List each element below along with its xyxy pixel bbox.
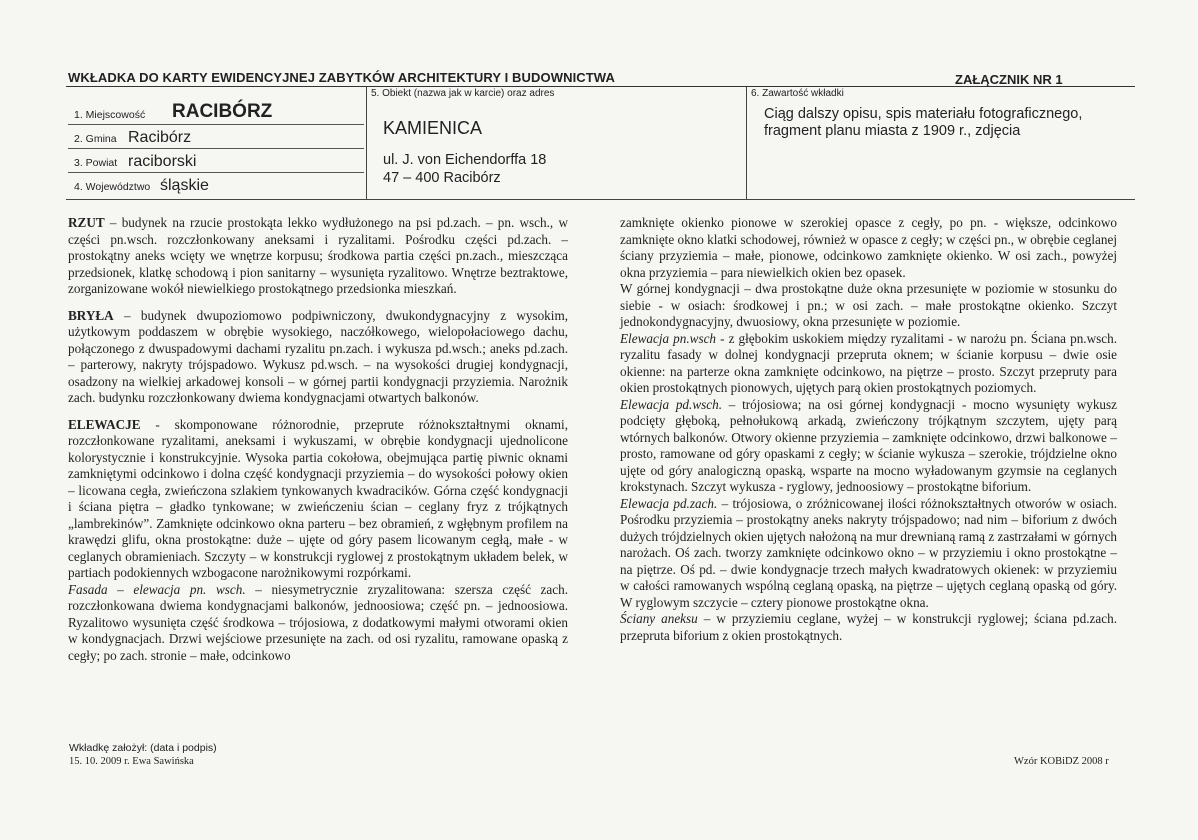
section-text: – trójosiowa; na osi górnej kondygnacji - mocno wysunięty wykusz podcięty głęboką, pełnołukową arkadą, zwieńczony trójkątnym szczytem, ujęty parą wtórnych balkonów. Otwory okienne przyziemia – zamknięte odcinkowo, drzwi balkonowe – prosto, ramowane od góry opaskami z cegły; w ścianie wykusza – szerokie, trójdzielne okno ujęte od góry analogiczną opaską, wsparte na mocno wyładowanym gzymsie na ceglanych krokstynach. Szczyt wykusza - ryglowy, jednoosiowy – prostokątne biforium. xyxy=(620,396,1118,494)
contents-line-1: Ciąg dalszy opisu, spis materiału fotograficznego, xyxy=(764,106,1083,122)
object-name: KAMIENICA xyxy=(383,118,483,138)
contents-box xyxy=(746,87,1135,199)
field-wojewodztwo xyxy=(68,172,364,196)
paragraph-fasada xyxy=(68,582,568,665)
section-heading: Ściany aneksu xyxy=(620,611,698,626)
section-heading: RZUT xyxy=(68,215,105,230)
field-label: 4. Województwo xyxy=(74,181,151,193)
paragraph-elevation-sw xyxy=(620,496,1117,612)
field-gmina xyxy=(68,124,364,149)
section-heading: ELEWACJE xyxy=(68,416,141,432)
paragraph-annex-walls xyxy=(620,611,1117,644)
field-value: Racibórz xyxy=(128,129,192,146)
paragraph-elevation-nne xyxy=(620,331,1117,397)
object-address-street: ul. J. von Eichendorffa 18 xyxy=(383,152,547,168)
text-column-right xyxy=(620,215,1117,644)
text-column-left xyxy=(68,215,568,664)
field-value: RACIBÓRZ xyxy=(172,101,273,122)
created-by-value: 15. 10. 2009 r. Ewa Sawińska xyxy=(69,756,194,767)
document-title: WKŁADKA DO KARTY EWIDENCYJNEJ ZABYTKÓW ARCHITEKTURY I BUDOWNICTWA xyxy=(68,70,615,85)
field-label: 1. Miejscowość xyxy=(74,109,146,121)
section-text: – niesymetrycznie zryzalitowana: szersza część zach. rozczłonkowana dwiema kondygnacjami balkonów, jednoosiowa; część pn. – jednoosiowa. Ryzalitowo wysunięta część środkowa – trójosiowa, z dodatkowymi małymi otworami okien w kondygnacjach. Drzwi wejściowe przesunięte na zach. od osi ryzalitu, ramowane opaską z cegły; po zach. stronie – małe, odcinkowo xyxy=(68,581,568,663)
created-by-label: Wkładkę założył: (data i podpis) xyxy=(69,742,217,754)
field-value: śląskie xyxy=(160,177,209,194)
paragraph-elewacje xyxy=(68,417,568,582)
contents-label: 6. Zawartość wkładki xyxy=(751,88,844,99)
section-heading: BRYŁA xyxy=(68,307,114,323)
section-heading: Fasada – elewacja pn. wsch. xyxy=(68,581,246,597)
paragraph-elevation-se xyxy=(620,397,1117,496)
paragraph-upper-storey: W górnej kondygnacji – dwa prostokątne duże okna przesunięte w poziomie w stosunku do siebie - w osiach: środkowej i pn.; w osi zach. – małe prostokątne okienko. Szczyt jednokondygnacyjny, dwuosiowy, okna przesunięte w poziomie. xyxy=(620,281,1117,329)
contents-line-2: fragment planu miasta z 1909 r., zdjęcia xyxy=(764,123,1021,139)
template-version: Wzór KOBiDZ 2008 r xyxy=(1014,756,1109,767)
section-text: – w przyziemiu ceglane, wyżej – w konstrukcji ryglowej; ściana pd.zach. przepruta biforium z okien prostokątnych. xyxy=(620,611,1117,643)
paragraph-bryla xyxy=(68,308,568,407)
field-miejscowosc xyxy=(68,96,364,125)
object-label: 5. Obiekt (nazwa jak w karcie) oraz adres xyxy=(371,88,555,99)
field-value: raciborski xyxy=(128,153,197,170)
field-label: 3. Powiat xyxy=(74,157,118,169)
annex-number: ZAŁĄCZNIK NR 1 xyxy=(955,72,1063,87)
section-text: – trójosiowa, o zróżnicowanej ilości różnokształtnych otworów w osiach. Pośrodku przyziemia – prostokątny aneks nakryty trójspadowo; nad nim – biforium z dwóch dużych trójdzielnych okien ujętych nałożoną na mur drewnianą ramą z zastrzałami w górnych narożach. Oś zach. tworzy zamknięte odcinkowo okno – w przyziemiu i okno prostokątne – na piętrze. Oś pd. – dwie kondygnacje trzech małych kwadratowych okienek: w przyziemiu w całości ramowanych wspólną ceglaną opaską, na piętrze – ujętych ceglaną opaską od góry. W ryglowym szczycie – cztery pionowe prostokątne okna. xyxy=(620,495,1118,610)
paragraph-continuation: zamknięte okienko pionowe w szerokiej opasce z cegły, po pn. - większe, odcinkowo zamknięte okno klatki schodowej, również w opasce z cegły; w części pn., w obrębie ceglanej ściany przyziemia – małe, pionowe, odcinkowo zamknięte okienko. W osi zach., powyżej okna przyziemia – para niewielkich okien bez opasek. xyxy=(620,215,1117,280)
form-bottom-rule xyxy=(66,199,1135,200)
object-address-city: 47 – 400 Racibórz xyxy=(383,170,501,186)
section-heading: Elewacja pd.zach. xyxy=(620,495,718,511)
field-label: 2. Gmina xyxy=(74,133,117,145)
section-text: – budynek dwupoziomowo podpiwniczony, dwukondygnacyjny z wysokim, użytkowym poddaszem w obrębie wysokiego, naczółkowego, wielopołaciowego dachu, połączonego z dwuspadowymi dachami ryzalitu pn.zach. i wykusza pd.wsch.; aneks pd.zach. – parterowy, nakryty trójspadowo. Wykusz pd.wsch. – na wysokości drugiej kondygnacji, osadzony na wielkiej arkadowej konsoli – w górnej partii kondygnacji przyziemia. Narożnik zach. budynku rozczłonkowany dwiema kondygnacjami otwartych balkonów. xyxy=(68,307,568,405)
section-text: - skomponowane różnorodnie, przeprute różnokształtnymi oknami, rozczłonkowane ryzalitami, aneksami i wykuszami, w obrębie kondygnacji ujednolicone kolorystycznie i konstrukcyjnie. Wysoka partia cokołowa, obejmująca partię piwnic oknami zamkniętymi odcinkowo i dolna część kondygnacji przyziemia – do wysokości połowy okien – licowana cegła, zwieńczona szlakiem tynkowanych kwadracików. Górna część kondygnacji i ściana piętra – gładko tynkowane; w zwieńczeniu ścian – ceglany fryz z trójkątnych „lambrekinów”. Zamknięte odcinkowo okna parteru – bez obramień, z wgłębnym profilem na krawędzi glifu, okna prostokątne: duże – ujęte od góry pasem licowanym cegłą, małe - w ceglanych obramieniach. Szczyty – w konstrukcji ryglowej z prostokątnym układem belek, w partiach podokiennych wzbogacone narożnikowymi rozpórkami. xyxy=(68,416,568,580)
section-heading: Elewacja pn.wsch xyxy=(620,330,717,346)
section-text: – budynek na rzucie prostokąta lekko wydłużonego na psi pd.zach. – pn. wsch., w części pn.wsch. rozczłonkowany aneksami i ryzalitami. Pośrodku części pd.zach. – prostokątny aneks wcięty we wnętrze korpusu; środkowa partia części pn.zach., mieszcząca przedsionek, klatkę schodową i pion sanitarny – wysunięta ryzalitowo. Wnętrze beztraktowe, zorganizowane wokół niewielkiego prostokątnego przedsionka mieszkań. xyxy=(68,215,568,296)
section-text: - z głębokim uskokiem między ryzalitami - w narożu pn. Ściana pn.wsch. ryzalitu fasady w dolnej kondygnacji przepruta oknem; w ścianie korpusu – dwie osie okienne: na parterze okna zamknięte odcinkowo, na piętrze – prosto. Szczyt przepruty para okien prostokątnych pionowych, ujętych parą okien prostokątnych poziomych. xyxy=(620,330,1117,395)
section-heading: Elewacja pd.wsch. xyxy=(620,396,722,412)
paragraph-rzut xyxy=(68,215,568,298)
field-powiat xyxy=(68,148,364,173)
